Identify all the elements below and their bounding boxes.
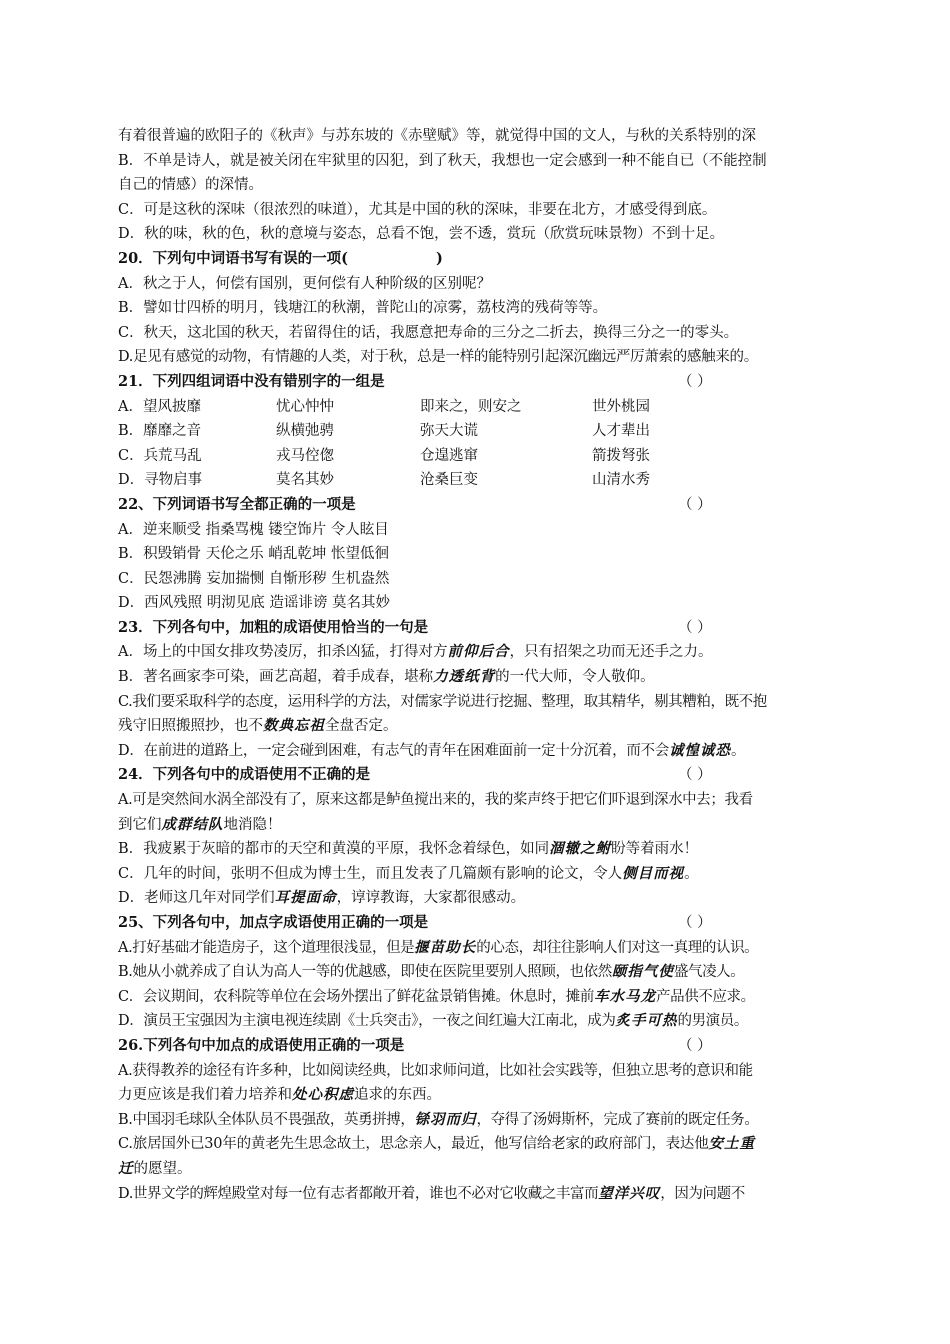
option: C.我们要采取科学的态度，运用科学的方法，对儒家学说进行挖掘、整理，取其精华，剔其糟粕，既不抱 [118, 693, 767, 710]
option: C．会议期间，农科院等单位在会场外摆出了鲜花盆景销售摊。休息时，摊前车水马龙产品供不应求。 [118, 987, 755, 1005]
option: 力更应该是我们着力培养和处心积虑追求的东西。 [118, 1086, 441, 1104]
option: B．我疲累于灰暗的都市的天空和黄漠的平原，我怀念着绿色，如同涸辙之鲋盼等着雨水！ [118, 840, 699, 858]
option: A.打好基础才能造房子，这个道理很浅显，但是揠苗助长的心态，却往往影响人们对这一真理的认识。 [118, 938, 759, 956]
idiom: 车水马龙 [594, 987, 656, 1005]
text-line: 自己的情感）的深情。 [118, 177, 263, 194]
option: B．譬如廿四桥的明月，钱塘江的秋潮，普陀山的凉雾，荔枝湾的残荷等等。 [118, 300, 608, 317]
option: D．演员王宝强因为主演电视连续剧《士兵突击》，一夜之间红遍大江南北，成为炙手可热的男演员。 [118, 1012, 748, 1030]
idiom: 数典忘祖 [263, 717, 325, 735]
idiom: 炙手可热 [615, 1012, 678, 1030]
idiom: 力透纸背 [433, 668, 496, 686]
idiom: 颐指气使 [611, 963, 674, 981]
question-23-title: 23．下列各句中，加粗的成语使用恰当的一句是 （ ） [118, 618, 712, 636]
option: C．秋天，这北国的秋天，若留得住的话，我愿意把寿命的三分之二折去，换得三分之一的零头。 [118, 324, 739, 341]
question-20-title: 20．下列句中词语书写有误的一项( ) [118, 249, 443, 267]
option: A．秋之于人，何偿有国别，更何偿有人种阶级的区别呢？ [118, 275, 491, 292]
question-26-title: 26.下列各句中加点的成语使用正确的一项是 （ ） [118, 1036, 712, 1054]
option: C．几年的时间，张明不但成为博士生，而且发表了几篇颇有影响的论文，令人侧目而视。 [118, 864, 699, 882]
option: B.她从小就养成了自认为高人一等的优越感，即使在医院里要别人照顾，也依然颐指气使盛气凌人。 [118, 963, 745, 981]
exam-page [118, 124, 858, 1206]
option: A.获得教养的途径有许多种，比如阅读经典，比如求师问道，比如社会实践等，但独立思考的意识和能 [118, 1062, 753, 1079]
idiom: 安土重 [708, 1135, 756, 1153]
idiom: 揠苗助长 [414, 938, 477, 956]
option: C.旅居国外已30年的黄老先生思念故土，思念亲人，最近，他写信给老家的政府部门，表达他安土重 [118, 1135, 756, 1153]
text-line: 有着很普遍的欧阳子的《秋声》与苏东坡的《赤壁赋》等，就觉得中国的文人，与秋的关系特别的深 [118, 128, 756, 144]
question-21-title: 21．下列四组词语中没有错别字的一组是 （ ） [118, 372, 712, 390]
idiom: 耳提面命 [274, 889, 337, 907]
option: B．积毁销骨 天伦之乐 峭乱乾坤 怅望低徊 [118, 546, 389, 563]
option: A.可是突然间水涡全部没有了，原来这都是鲈鱼搅出来的，我的桨声终于把它们吓退到深水中去；我看 [118, 792, 753, 809]
option: D.足见有感觉的动物，有情趣的人类，对于秋，总是一样的能特别引起深沉幽远严厉萧索的感触来的。 [118, 349, 758, 366]
question-22-title: 22、下列词语书写全都正确的一项是 （ ） [118, 495, 712, 513]
option-row: B．靡靡之音 纵横弛骋 弥天大谎 人才辈出 [118, 423, 650, 440]
option: A．逆来顺受 指桑骂槐 镂空饰片 令人眩目 [118, 521, 389, 538]
idiom: 涸辙之鲋 [549, 840, 612, 858]
text-line: B．不单是诗人，就是被关闭在牢狱里的囚犯，到了秋天，我想也一定会感到一种不能自已（不能控制 [118, 152, 767, 169]
idiom: 迁 [118, 1159, 134, 1177]
option-row: D．寻物启事 莫名其妙 沧桑巨变 山清水秀 [118, 472, 650, 489]
idiom: 处心积虑 [292, 1086, 354, 1104]
option-row: C．兵荒马乱 戎马倥偬 仓遑逃窜 箭拨弩张 [118, 447, 650, 464]
option: B．著名画家李可染，画艺高超，着手成春，堪称力透纸背的一代大师，令人敬仰。 [118, 668, 655, 686]
option: D．在前进的道路上，一定会碰到困难，有志气的青年在困难面前一定十分沉着，而不会诚惶诚恐。 [118, 741, 746, 759]
text-line: C．可是这秋的深味（很浓烈的味道），尤其是中国的秋的深味，非要在北方，才感受得到底。 [118, 201, 717, 218]
option: A．场上的中国女排攻势凌厉，扣杀凶猛，打得对方前仰后合，只有招架之功而无还手之力。 [118, 643, 713, 661]
idiom: 望洋兴叹 [598, 1184, 661, 1202]
question-25-title: 25、下列各句中，加点字成语使用正确的一项是 （ ） [118, 914, 712, 931]
option: C．民怨沸腾 妄加揣恻 自惭形秽 生机盎然 [118, 570, 390, 587]
question-24-title: 24．下列各句中的成语使用不正确的是 （ ） [118, 766, 712, 784]
idiom: 铩羽而归 [414, 1110, 477, 1128]
text-line: D．秋的味，秋的色，秋的意境与姿态，总看不饱，尝不透，赏玩（欣赏玩味景物）不到十足。 [118, 226, 725, 243]
option: 残守旧照搬照抄，也不数典忘祖全盘否定。 [118, 717, 398, 735]
option: 迁的愿望。 [118, 1159, 192, 1177]
idiom: 侧目而视 [622, 864, 685, 882]
option: D．老师这几年对同学们耳提面命，谆谆教诲，大家都很感动。 [118, 889, 526, 907]
option-row: A．望风披靡 忧心忡忡 即来之，则安之 世外桃园 [118, 398, 650, 415]
option: D．西风残照 明沏见底 造谣诽谤 莫名其妙 [118, 595, 390, 612]
idiom: 前仰后合 [447, 643, 510, 661]
option: B.中国羽毛球队全体队员不畏强敌，英勇拼搏，铩羽而归，夺得了汤姆斯杯，完成了赛前的既定任务。 [118, 1110, 759, 1128]
idiom: 成群结队 [161, 815, 224, 833]
option: D.世界文学的辉煌殿堂对每一位有志者都敞开着，谁也不必对它收藏之丰富而望洋兴叹，因为问题不 [118, 1184, 745, 1202]
option: 到它们成群结队地消隐！ [118, 815, 282, 833]
idiom: 诚惶诚恐 [668, 741, 731, 759]
